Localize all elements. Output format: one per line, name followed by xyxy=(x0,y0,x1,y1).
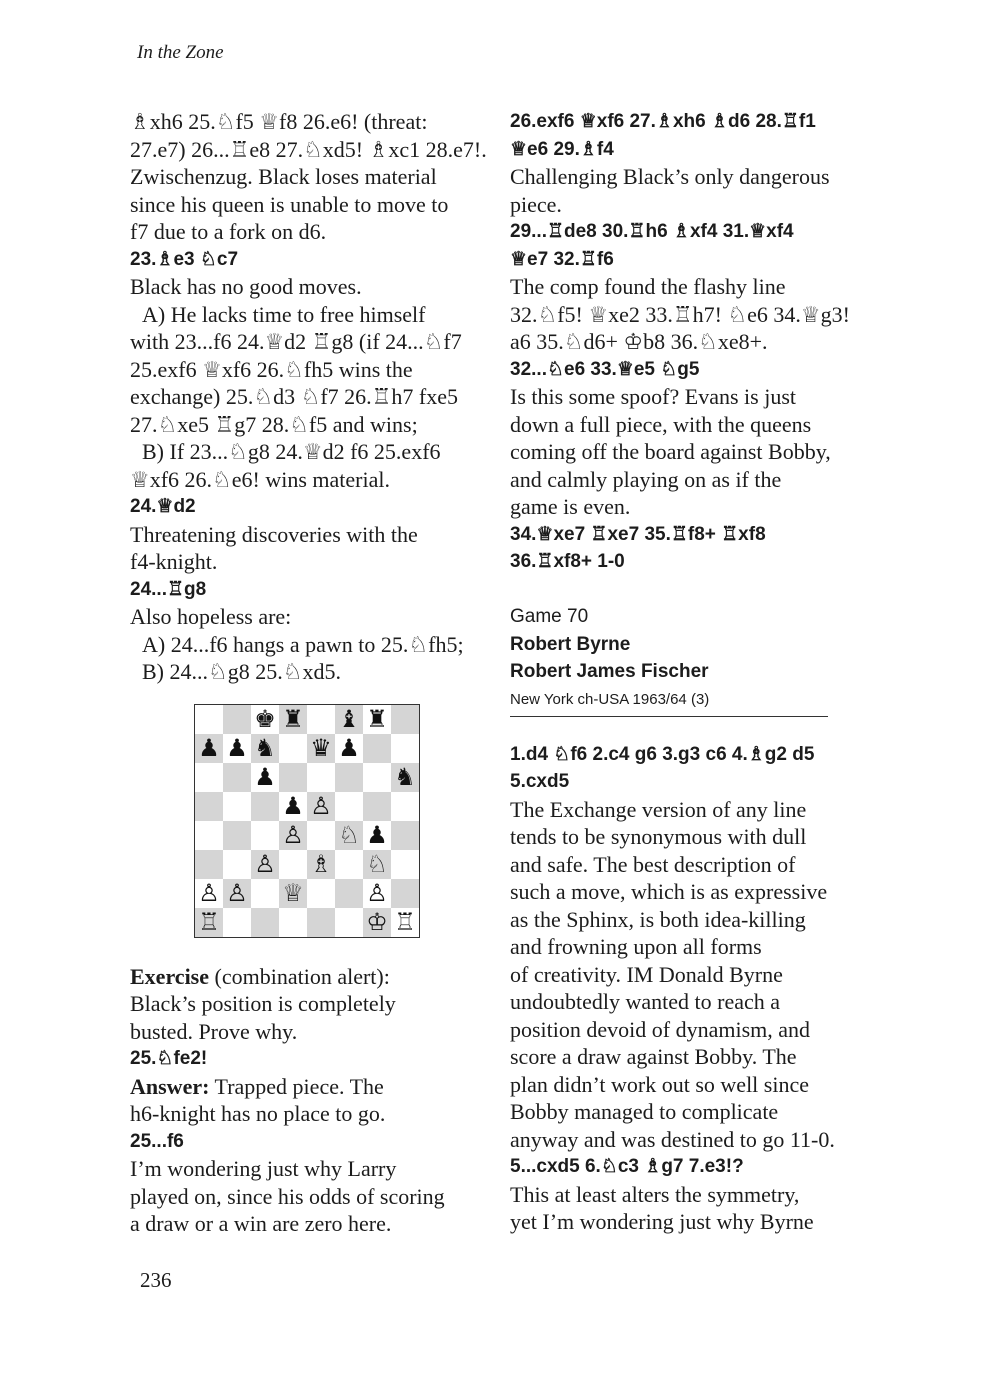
board-square xyxy=(223,908,251,937)
board-square xyxy=(223,763,251,792)
board-square: ♙ xyxy=(223,879,251,908)
text-line: A) 24...f6 hangs a pawn to 25.♘fh5; xyxy=(142,631,464,657)
text-line: This at least alters the symmetry, xyxy=(510,1181,800,1207)
exercise-label: Exercise xyxy=(130,963,210,989)
board-square: ♙ xyxy=(195,879,223,908)
left-text-bottom xyxy=(130,963,490,1238)
text-line: and safe. The best description of xyxy=(510,851,796,877)
text-line: plan didn’t work out so well since xyxy=(510,1071,809,1097)
board-square xyxy=(251,792,279,821)
board-square xyxy=(335,792,363,821)
board-square xyxy=(279,850,307,879)
exercise-line xyxy=(130,963,490,991)
board-square xyxy=(279,734,307,763)
text-line: yet I’m wondering just why Byrne xyxy=(510,1209,814,1234)
move-line: 36.♖xf8+ 1-0 xyxy=(510,551,625,572)
board-square xyxy=(307,908,335,937)
text-line: Also hopeless are: xyxy=(130,604,292,629)
text-line: and frowning upon all forms xyxy=(510,934,762,959)
text-line: piece. xyxy=(510,191,562,217)
chess-board xyxy=(195,705,419,937)
text-line: Black’s position is completely xyxy=(130,991,396,1016)
text-line: score a draw against Bobby. The xyxy=(510,1044,797,1069)
move-line: 24.♕d2 xyxy=(130,496,196,517)
text-line: tends to be synonymous with dull xyxy=(510,824,807,849)
text-line: ♕xf6 26.♘e6! wins material. xyxy=(130,466,390,492)
text-line: played on, since his odds of scoring xyxy=(130,1183,445,1209)
board-square: ♜ xyxy=(279,705,307,734)
board-square xyxy=(279,763,307,792)
text-line: Is this some spoof? Evans is just xyxy=(510,384,796,409)
text-line: The comp found the flashy line xyxy=(510,274,786,299)
running-head: In the Zone xyxy=(137,42,224,63)
move-line: 26.exf6 ♕xf6 27.♗xh6 ♗d6 28.♖f1 xyxy=(510,111,816,132)
exercise-label: Answer: xyxy=(130,1073,210,1099)
board-square xyxy=(223,705,251,734)
game-number: Game 70 xyxy=(510,606,589,627)
text-line: such a move, which is as expressive xyxy=(510,879,828,904)
text-line: busted. Prove why. xyxy=(130,1018,298,1044)
board-square xyxy=(195,850,223,879)
text-line: position devoid of dynamism, and xyxy=(510,1016,811,1042)
text-line: a draw or a win are zero here. xyxy=(130,1211,392,1236)
board-square xyxy=(195,792,223,821)
text-line: 32.♘f5! ♕xe2 33.♖h7! ♘e6 34.♕g3! xyxy=(510,301,850,327)
board-square xyxy=(307,879,335,908)
move-line: 34.♕xe7 ♖xe7 35.♖f8+ ♖xf8 xyxy=(510,523,766,545)
board-square: ♞ xyxy=(251,734,279,763)
board-square: ♛ xyxy=(307,734,335,763)
text-line: f4-knight. xyxy=(130,549,218,574)
board-square xyxy=(223,792,251,821)
board-square xyxy=(391,850,419,879)
text-line: B) 24...♘g8 25.♘xd5. xyxy=(142,659,341,684)
board-square xyxy=(391,879,419,908)
move-line: 5.cxd5 xyxy=(510,771,570,792)
text-line: as the Sphinx, is both idea-killing xyxy=(510,906,806,932)
text-line: Threatening discoveries with the xyxy=(130,521,418,547)
exercise-text: Trapped piece. The xyxy=(209,1073,384,1099)
board-square: ♗ xyxy=(307,850,335,879)
left-column xyxy=(130,108,490,1238)
board-square: ♟ xyxy=(251,763,279,792)
white-player: Robert Byrne xyxy=(510,633,631,655)
board-square: ♖ xyxy=(195,908,223,937)
board-square xyxy=(223,821,251,850)
text-line: anyway and was destined to go 11-0. xyxy=(510,1126,835,1152)
board-square xyxy=(391,821,419,850)
text-line: B) If 23...♘g8 24.♕d2 f6 25.exf6 xyxy=(142,439,441,464)
text-line: exchange) 25.♘d3 ♘f7 26.♖h7 fxe5 xyxy=(130,384,458,409)
board-square xyxy=(363,734,391,763)
text-line: 27.♘xe5 ♖g7 28.♘f5 and wins; xyxy=(130,411,418,437)
move-line: 25.♘fe2! xyxy=(130,1048,208,1069)
text-line: coming off the board against Bobby, xyxy=(510,439,831,464)
black-player: Robert James Fischer xyxy=(510,661,709,682)
board-square xyxy=(391,792,419,821)
board-square: ♟ xyxy=(195,734,223,763)
left-text-top xyxy=(130,108,490,686)
board-square xyxy=(335,850,363,879)
board-square: ♟ xyxy=(279,792,307,821)
text-line: Bobby managed to complicate xyxy=(510,1099,779,1124)
board-square: ♙ xyxy=(251,850,279,879)
board-square xyxy=(391,734,419,763)
text-line: Zwischenzug. Black loses material xyxy=(130,164,437,189)
board-square xyxy=(335,908,363,937)
board-square xyxy=(335,763,363,792)
move-line: ♕e6 29.♗f4 xyxy=(510,138,614,160)
text-line: 25.exf6 ♕xf6 26.♘fh5 wins the xyxy=(130,356,413,382)
text-line: Black has no good moves. xyxy=(130,274,362,299)
move-line: 23.♗e3 ♘c7 xyxy=(130,248,239,270)
board-square xyxy=(279,908,307,937)
text-line: h6-knight has no place to go. xyxy=(130,1101,386,1126)
text-line: A) He lacks time to free himself xyxy=(142,301,426,327)
board-square: ♞ xyxy=(391,763,419,792)
board-square: ♟ xyxy=(335,734,363,763)
text-line: down a full piece, with the queens xyxy=(510,411,812,437)
board-square xyxy=(251,879,279,908)
board-square xyxy=(335,879,363,908)
move-line: 1.d4 ♘f6 2.c4 g6 3.g3 c6 4.♗g2 d5 xyxy=(510,743,815,765)
text-line: I’m wondering just why Larry xyxy=(130,1156,397,1181)
event-line: New York ch-USA 1963/64 (3) xyxy=(510,690,710,708)
board-square: ♘ xyxy=(363,850,391,879)
board-square: ♝ xyxy=(335,705,363,734)
text-line: f7 due to a fork on d6. xyxy=(130,219,327,244)
header-rule xyxy=(510,716,828,717)
move-line: 25...f6 xyxy=(130,1130,184,1152)
right-column xyxy=(510,108,870,1236)
board-square: ♙ xyxy=(279,821,307,850)
right-text-bottom xyxy=(510,741,870,1236)
board-square: ♕ xyxy=(279,879,307,908)
board-square: ♙ xyxy=(307,792,335,821)
text-line: 27.e7) 26...♖e8 27.♘xd5! ♗xc1 28.e7!. xyxy=(130,136,487,162)
exercise-text: (combination alert): xyxy=(209,963,390,989)
text-line: The Exchange version of any line xyxy=(510,796,807,822)
text-line: and calmly playing on as if the xyxy=(510,466,782,492)
board-square: ♘ xyxy=(335,821,363,850)
board-square: ♟ xyxy=(363,821,391,850)
text-line: Challenging Black’s only dangerous xyxy=(510,164,830,189)
text-line: of creativity. IM Donald Byrne xyxy=(510,961,783,987)
text-line: with 23...f6 24.♕d2 ♖g8 (if 24...♘f7 xyxy=(130,329,462,354)
chess-diagram xyxy=(194,704,420,938)
board-square xyxy=(391,705,419,734)
text-line: a6 35.♘d6+ ♔b8 36.♘xe8+. xyxy=(510,329,768,354)
board-square: ♜ xyxy=(363,705,391,734)
board-square: ♟ xyxy=(223,734,251,763)
exercise-line xyxy=(130,1073,490,1101)
move-line: 32...♘e6 33.♕e5 ♘g5 xyxy=(510,358,700,380)
board-square xyxy=(251,908,279,937)
board-square xyxy=(307,821,335,850)
board-square xyxy=(195,705,223,734)
move-line: 5...cxd5 6.♘c3 ♗g7 7.e3!? xyxy=(510,1156,744,1177)
board-square xyxy=(307,705,335,734)
board-square xyxy=(363,763,391,792)
text-line: ♗xh6 25.♘f5 ♕f8 26.e6! (threat: xyxy=(130,109,428,134)
board-square: ♖ xyxy=(391,908,419,937)
board-square xyxy=(307,763,335,792)
board-square: ♙ xyxy=(363,879,391,908)
move-line: 29...♖de8 30.♖h6 ♗xf4 31.♕xf4 xyxy=(510,221,794,242)
text-line: undoubtedly wanted to reach a xyxy=(510,989,781,1014)
move-line: 24...♖g8 xyxy=(130,578,207,600)
board-square xyxy=(363,792,391,821)
move-line: ♕e7 32.♖f6 xyxy=(510,248,614,270)
board-square: ♔ xyxy=(363,908,391,937)
board-square xyxy=(223,850,251,879)
board-square xyxy=(195,821,223,850)
board-square xyxy=(251,821,279,850)
page-number: 236 xyxy=(140,1268,172,1292)
right-text-top xyxy=(510,108,870,576)
board-square xyxy=(195,763,223,792)
text-line: since his queen is unable to move to xyxy=(130,191,449,217)
board-square: ♚ xyxy=(251,705,279,734)
text-line: game is even. xyxy=(510,494,631,519)
